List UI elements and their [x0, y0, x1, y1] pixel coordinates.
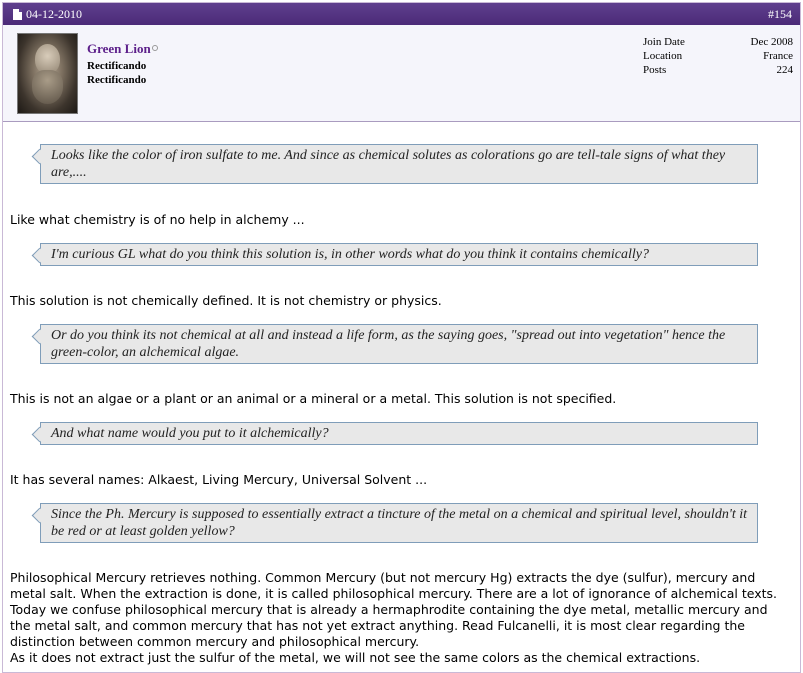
- quote-block: Since the Ph. Mercury is supposed to essentially extract a tincture of the metal on a chemical and spiritual level, shouldn't it be red or at least golden yellow?: [40, 503, 758, 543]
- reply-text: This is not an algae or a plant or an animal or a mineral or a metal. This solution is not specified.: [10, 391, 617, 406]
- user-title: Rectificando: [87, 60, 147, 72]
- user-stats: [643, 35, 793, 77]
- user-info: [3, 25, 800, 122]
- offline-status-icon: [152, 45, 158, 51]
- stat-location: [643, 49, 793, 63]
- stat-value: Dec 2008: [750, 36, 793, 48]
- stat-label: Posts: [643, 64, 667, 76]
- quote-block: Looks like the color of iron sulfate to me. And since as chemical solutes as colorations go are tell-tale signs of what they are,....: [40, 144, 758, 184]
- stat-label: Join Date: [643, 36, 685, 48]
- reply-text: This solution is not chemically defined. It is not chemistry or physics.: [10, 293, 442, 308]
- reply-text: Like what chemistry is of no help in alchemy ...: [10, 212, 305, 227]
- quote-block: I'm curious GL what do you think this solution is, in other words what do you think it contains chemically?: [40, 243, 758, 266]
- stat-value: France: [763, 50, 793, 62]
- post-number-link[interactable]: #154: [768, 6, 792, 21]
- stat-value: 224: [776, 64, 793, 76]
- reply-text: As it does not extract just the sulfur of the metal, we will not see the same colors as the chemical extractions.: [10, 650, 701, 665]
- post-date-text: 04-12-2010: [26, 6, 82, 21]
- reply-text: It has several names: Alkaest, Living Mercury, Universal Solvent ...: [10, 472, 428, 487]
- post-date: [13, 7, 82, 22]
- user-title: Rectificando: [87, 74, 147, 86]
- username-link[interactable]: Green Lion: [87, 41, 151, 56]
- stat-posts: [643, 63, 793, 77]
- avatar[interactable]: [17, 33, 78, 114]
- post-header: [3, 3, 800, 25]
- stat-label: Location: [643, 50, 683, 62]
- document-icon: [13, 9, 22, 20]
- quote-block: Or do you think its not chemical at all and instead a life form, as the saying goes, "spread out into vegetation" hence the green-color, an alchemical algae.: [40, 324, 758, 364]
- stat-join-date: [643, 35, 793, 49]
- quote-block: And what name would you put to it alchemically?: [40, 422, 758, 445]
- reply-text: Philosophical Mercury retrieves nothing. Common Mercury (but not mercury Hg) extracts the dye (sulfur), mercury and metal salt. When the extraction is done, it is called philosophical mercury. There are a lot of ignorance of alchemical texts. Today we confuse philosophical mercury that is already a hermaphrodite containing the dye metal, metallic mercury and the metal salt, and common mercury that has not yet extract anything. Read Fulcanelli, it is most clear regarding the distinction between common mercury and philosophical mercury.: [10, 570, 777, 649]
